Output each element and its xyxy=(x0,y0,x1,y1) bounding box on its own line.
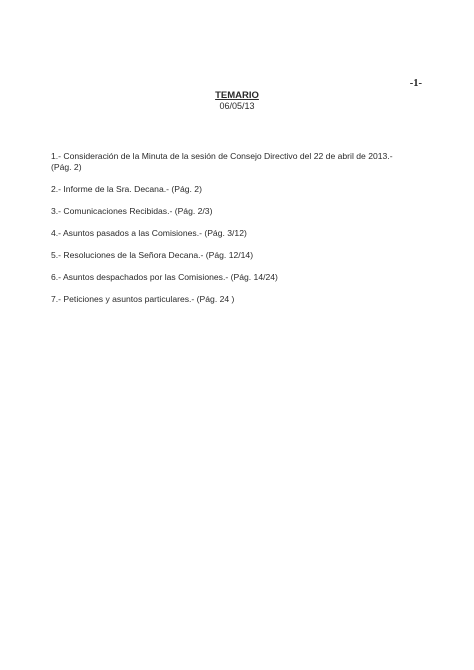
agenda-item-2: 2.- Informe de la Sra. Decana.- (Pág. 2) xyxy=(51,183,202,194)
document-date: 06/05/13 xyxy=(219,101,255,111)
agenda-item-3: 3.- Comunicaciones Recibidas.- (Pág. 2/3) xyxy=(51,205,213,216)
agenda-item-1-page: (Pág. 2) xyxy=(51,161,82,172)
document-title: TEMARIO xyxy=(215,90,259,101)
agenda-item-5: 5.- Resoluciones de la Señora Decana.- (Pág. 12/14) xyxy=(51,249,254,260)
agenda-item-1-text: 1.- Consideración de la Minuta de la sesión de Consejo Directivo del 22 de abril de 2013.- xyxy=(51,151,393,161)
agenda-item-4: 4.- Asuntos pasados a las Comisiones.- (Pág. 3/12) xyxy=(51,227,247,238)
agenda-item-6: 6.- Asuntos despachados por las Comisiones.- (Pág. 14/24) xyxy=(51,271,278,282)
agenda-item-1 xyxy=(51,151,431,172)
document-header xyxy=(0,90,474,112)
agenda-item-7: 7.- Peticiones y asuntos particulares.- (Pág. 24 ) xyxy=(51,293,235,304)
agenda-list xyxy=(51,151,431,316)
page-number: -1- xyxy=(409,78,422,89)
